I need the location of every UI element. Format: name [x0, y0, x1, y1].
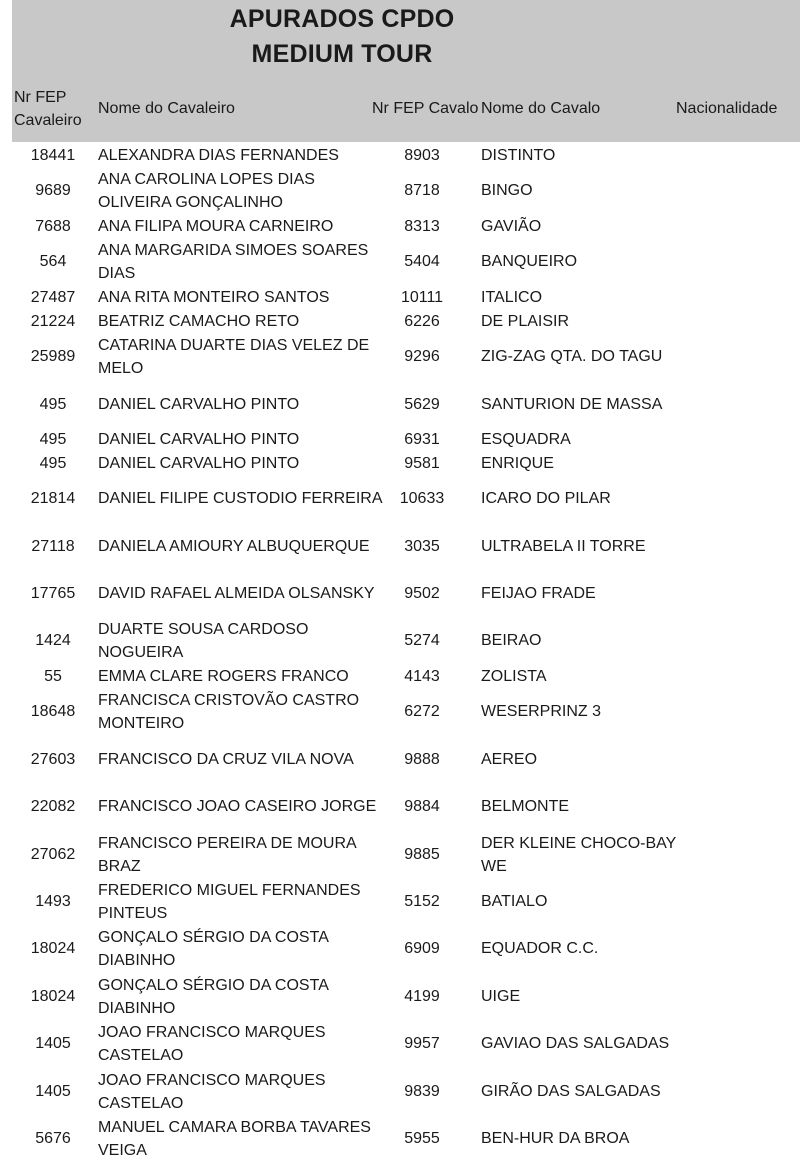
horse-fep-cell: 9296	[404, 348, 440, 366]
rider-fep-cell: 5676	[35, 1130, 71, 1148]
col-header-horse-name: Nome do Cavalo	[481, 100, 601, 117]
rider-name-cell-line: ANA MARGARIDA SIMOES SOARES	[98, 241, 369, 259]
rider-fep-cell: 495	[39, 396, 67, 414]
rider-fep-cell: 9689	[35, 182, 71, 200]
rider-name-cell	[98, 393, 299, 417]
rider-name-cell-line: BEATRIZ CAMACHO RETO	[98, 313, 300, 331]
horse-fep-cell: 9502	[404, 585, 440, 603]
rider-fep-cell: 17765	[30, 585, 76, 603]
rider-fep-cell: 27487	[30, 289, 76, 307]
rider-name-cell-line: CATARINA DUARTE DIAS VELEZ DE	[98, 336, 370, 354]
rider-name-cell-line: DANIEL CARVALHO PINTO	[98, 396, 300, 414]
rider-fep-cell: 495	[39, 455, 67, 473]
horse-name-cell-line: GIRÃO DAS SALGADAS	[481, 1083, 661, 1101]
horse-name-cell	[481, 890, 547, 914]
rider-name-cell-line: NOGUEIRA	[98, 644, 184, 661]
rider-name-cell-line: DIAS	[98, 265, 136, 282]
horse-name-cell	[481, 215, 541, 239]
rider-name-cell	[98, 1021, 326, 1068]
rider-fep-cell: 18024	[30, 940, 76, 958]
horse-name-cell-line: FEIJAO FRADE	[481, 585, 596, 603]
rider-name-cell-line: DANIELA AMIOURY ALBUQUERQUE	[98, 538, 370, 556]
horse-name-cell-line: BATIALO	[481, 893, 548, 911]
rider-name-cell-line: JOAO FRANCISCO MARQUES	[98, 1023, 326, 1041]
horse-name-cell	[481, 535, 646, 559]
horse-name-cell-line: ITALICO	[481, 289, 543, 307]
rider-name-cell	[98, 582, 375, 606]
horse-fep-cell: 6226	[404, 313, 440, 331]
rider-name-cell	[98, 535, 370, 559]
horse-name-cell	[481, 582, 596, 606]
rider-name-cell	[98, 926, 329, 973]
horse-name-cell	[481, 937, 598, 961]
rider-name-cell-line: CASTELAO	[98, 1095, 184, 1112]
rider-fep-cell: 18648	[30, 703, 76, 721]
rider-name-cell	[98, 879, 361, 926]
rider-name-cell-line: MELO	[98, 360, 144, 377]
horse-name-cell-line: UIGE	[481, 988, 521, 1006]
rider-fep-cell: 27603	[30, 751, 76, 769]
horse-name-cell	[481, 144, 555, 168]
rider-name-cell-line: DUARTE SOUSA CARDOSO	[98, 620, 309, 638]
rider-name-cell	[98, 452, 299, 476]
rider-name-cell-line: EMMA CLARE ROGERS FRANCO	[98, 668, 349, 686]
rider-fep-cell: 27062	[30, 846, 76, 864]
rider-name-cell	[98, 239, 368, 286]
rider-name-cell	[98, 795, 376, 819]
horse-fep-cell: 9888	[404, 751, 440, 769]
rider-name-cell	[98, 215, 333, 239]
rider-name-cell-line: ALEXANDRA DIAS FERNANDES	[98, 147, 339, 165]
rider-name-cell	[98, 310, 299, 334]
horse-name-cell	[481, 832, 676, 879]
rider-name-cell-line: ANA FILIPA MOURA CARNEIRO	[98, 218, 334, 236]
horse-name-cell-line: ICARO DO PILAR	[481, 490, 611, 508]
rider-fep-cell: 55	[44, 668, 62, 686]
horse-name-cell-line: ULTRABELA II TORRE	[481, 538, 646, 556]
horse-fep-cell: 4143	[404, 668, 440, 686]
col-header-horse-fep: Nr FEP Cavalo	[372, 100, 479, 117]
horse-name-cell-line: GAVIAO DAS SALGADAS	[481, 1035, 670, 1053]
rider-name-cell-line: CASTELAO	[98, 1047, 184, 1064]
rider-fep-cell: 25989	[30, 348, 76, 366]
horse-name-cell	[481, 1032, 669, 1056]
rider-fep-cell: 21814	[30, 490, 76, 508]
rider-name-cell	[98, 1116, 371, 1163]
horse-name-cell-line: SANTURION DE MASSA	[481, 396, 663, 414]
rider-fep-cell: 21224	[30, 313, 76, 331]
horse-name-cell	[481, 487, 611, 511]
horse-name-cell-line: DER KLEINE CHOCO-BAY	[481, 834, 677, 852]
horse-fep-cell: 8718	[404, 182, 440, 200]
horse-name-cell-line: AEREO	[481, 751, 538, 769]
horse-fep-cell: 10111	[400, 289, 444, 307]
horse-name-cell	[481, 1080, 661, 1104]
horse-fep-cell: 5274	[404, 632, 440, 650]
rider-name-cell	[98, 748, 354, 772]
horse-name-cell-line: BANQUEIRO	[481, 253, 578, 271]
rider-name-cell-line: DIABINHO	[98, 1000, 176, 1017]
horse-fep-cell: 8903	[404, 147, 440, 165]
rider-fep-cell: 7688	[35, 218, 71, 236]
horse-name-cell-line: ZOLISTA	[481, 668, 547, 686]
rider-fep-cell: 564	[39, 253, 67, 271]
rider-name-cell-line: GONÇALO SÉRGIO DA COSTA	[98, 976, 329, 994]
rider-fep-cell: 22082	[30, 798, 76, 816]
rider-fep-cell: 18024	[30, 988, 76, 1006]
horse-name-cell	[481, 629, 541, 653]
rider-name-cell-line: DIABINHO	[98, 952, 176, 969]
rider-name-cell	[98, 618, 308, 665]
horse-fep-cell: 9885	[404, 846, 440, 864]
rider-name-cell-line: MANUEL CAMARA BORBA TAVARES	[98, 1118, 371, 1136]
horse-fep-cell: 5629	[404, 396, 440, 414]
horse-fep-cell: 5404	[404, 253, 440, 271]
horse-name-cell-line: WESERPRINZ 3	[481, 703, 602, 721]
horse-name-cell-line: DE PLAISIR	[481, 313, 570, 331]
rider-name-cell	[98, 168, 315, 215]
horse-name-cell	[481, 700, 601, 724]
horse-name-cell-line: WE	[481, 858, 507, 875]
horse-name-cell	[481, 310, 569, 334]
page-subtitle: MEDIUM TOUR	[251, 40, 433, 68]
rider-name-cell-line: FRANCISCO PEREIRA DE MOURA	[98, 834, 357, 852]
col-header-nationality: Nacionalidade	[676, 100, 778, 117]
rider-fep-cell: 1405	[35, 1035, 71, 1053]
rider-name-cell	[98, 286, 329, 310]
rider-name-cell	[98, 334, 369, 381]
horse-fep-cell: 5955	[404, 1130, 440, 1148]
horse-fep-cell: 6931	[404, 431, 440, 449]
col-header-rider-fep: Nr FEP Cavaleiro	[14, 89, 82, 129]
horse-name-cell	[481, 748, 537, 772]
rider-name-cell-line: FREDERICO MIGUEL FERNANDES	[98, 881, 361, 899]
rider-name-cell-line: DANIEL CARVALHO PINTO	[98, 431, 300, 449]
horse-name-cell	[481, 250, 577, 274]
rider-name-cell-line: FRANCISCO DA CRUZ VILA NOVA	[98, 751, 354, 769]
rider-name-cell-line: GONÇALO SÉRGIO DA COSTA	[98, 928, 329, 946]
rider-name-cell-line: DAVID RAFAEL ALMEIDA OLSANSKY	[98, 585, 375, 603]
rider-name-cell-line: FRANCISCO JOAO CASEIRO JORGE	[98, 798, 377, 816]
page-title: APURADOS CPDO	[229, 5, 455, 33]
horse-name-cell	[481, 345, 662, 369]
rider-name-cell	[98, 487, 383, 511]
rider-fep-cell: 495	[39, 431, 67, 449]
rider-fep-cell: 1424	[35, 632, 71, 650]
horse-name-cell	[481, 795, 569, 819]
horse-name-cell-line: ENRIQUE	[481, 455, 554, 473]
rider-name-cell-line: OLIVEIRA GONÇALINHO	[98, 194, 283, 211]
horse-fep-cell: 6272	[404, 703, 440, 721]
rider-name-cell-line: MONTEIRO	[98, 715, 185, 732]
rider-fep-cell: 1405	[35, 1083, 71, 1101]
horse-name-cell	[481, 985, 520, 1009]
horse-fep-cell: 9839	[404, 1083, 440, 1101]
rider-name-cell-line: BRAZ	[98, 858, 141, 875]
horse-name-cell	[481, 665, 547, 689]
horse-name-cell	[481, 428, 571, 452]
horse-name-cell-line: ESQUADRA	[481, 431, 571, 449]
horse-name-cell	[481, 393, 662, 417]
horse-name-cell-line: GAVIÃO	[481, 218, 542, 236]
rider-name-cell-line: VEIGA	[98, 1142, 147, 1159]
rider-name-cell	[98, 1069, 326, 1116]
horse-fep-cell: 9581	[404, 455, 440, 473]
horse-name-cell-line: EQUADOR C.C.	[481, 940, 599, 958]
horse-name-cell	[481, 179, 533, 203]
rider-name-cell	[98, 689, 359, 736]
rider-fep-cell: 1493	[35, 893, 71, 911]
rider-name-cell	[98, 665, 349, 689]
col-header-rider-name: Nome do Cavaleiro	[98, 100, 235, 117]
rider-name-cell	[98, 428, 299, 452]
rider-name-cell	[98, 832, 357, 879]
horse-name-cell	[481, 286, 542, 310]
horse-name-cell-line: BINGO	[481, 182, 533, 200]
horse-fep-cell: 6909	[404, 940, 440, 958]
rider-name-cell	[98, 144, 339, 168]
horse-fep-cell: 5152	[404, 893, 440, 911]
horse-name-cell-line: BELMONTE	[481, 798, 570, 816]
horse-name-cell-line: DISTINTO	[481, 147, 556, 165]
horse-fep-cell: 9884	[404, 798, 440, 816]
rider-name-cell	[98, 974, 329, 1021]
rider-name-cell-line: JOAO FRANCISCO MARQUES	[98, 1071, 326, 1089]
rider-name-cell-line: FRANCISCA CRISTOVÃO CASTRO	[98, 691, 360, 709]
horse-name-cell-line: BEN-HUR DA BROA	[481, 1130, 630, 1148]
horse-name-cell	[481, 452, 554, 476]
horse-name-cell-line: BEIRAO	[481, 632, 542, 650]
rider-name-cell-line: ANA RITA MONTEIRO SANTOS	[98, 289, 330, 307]
horse-fep-cell: 8313	[404, 218, 440, 236]
horse-fep-cell: 10633	[399, 490, 445, 508]
horse-name-cell	[481, 1127, 629, 1151]
horse-fep-cell: 9957	[404, 1035, 440, 1053]
horse-name-cell-line: ZIG-ZAG QTA. DO TAGU	[481, 348, 663, 366]
rider-name-cell-line: DANIEL CARVALHO PINTO	[98, 455, 300, 473]
horse-fep-cell: 4199	[404, 988, 440, 1006]
rider-name-cell-line: DANIEL FILIPE CUSTODIO FERREIRA	[98, 490, 383, 508]
horse-fep-cell: 3035	[404, 538, 440, 556]
rider-name-cell-line: ANA CAROLINA LOPES DIAS	[98, 170, 315, 188]
rider-fep-cell: 27118	[31, 538, 75, 556]
rider-fep-cell: 18441	[30, 147, 76, 165]
rider-name-cell-line: PINTEUS	[98, 905, 168, 922]
